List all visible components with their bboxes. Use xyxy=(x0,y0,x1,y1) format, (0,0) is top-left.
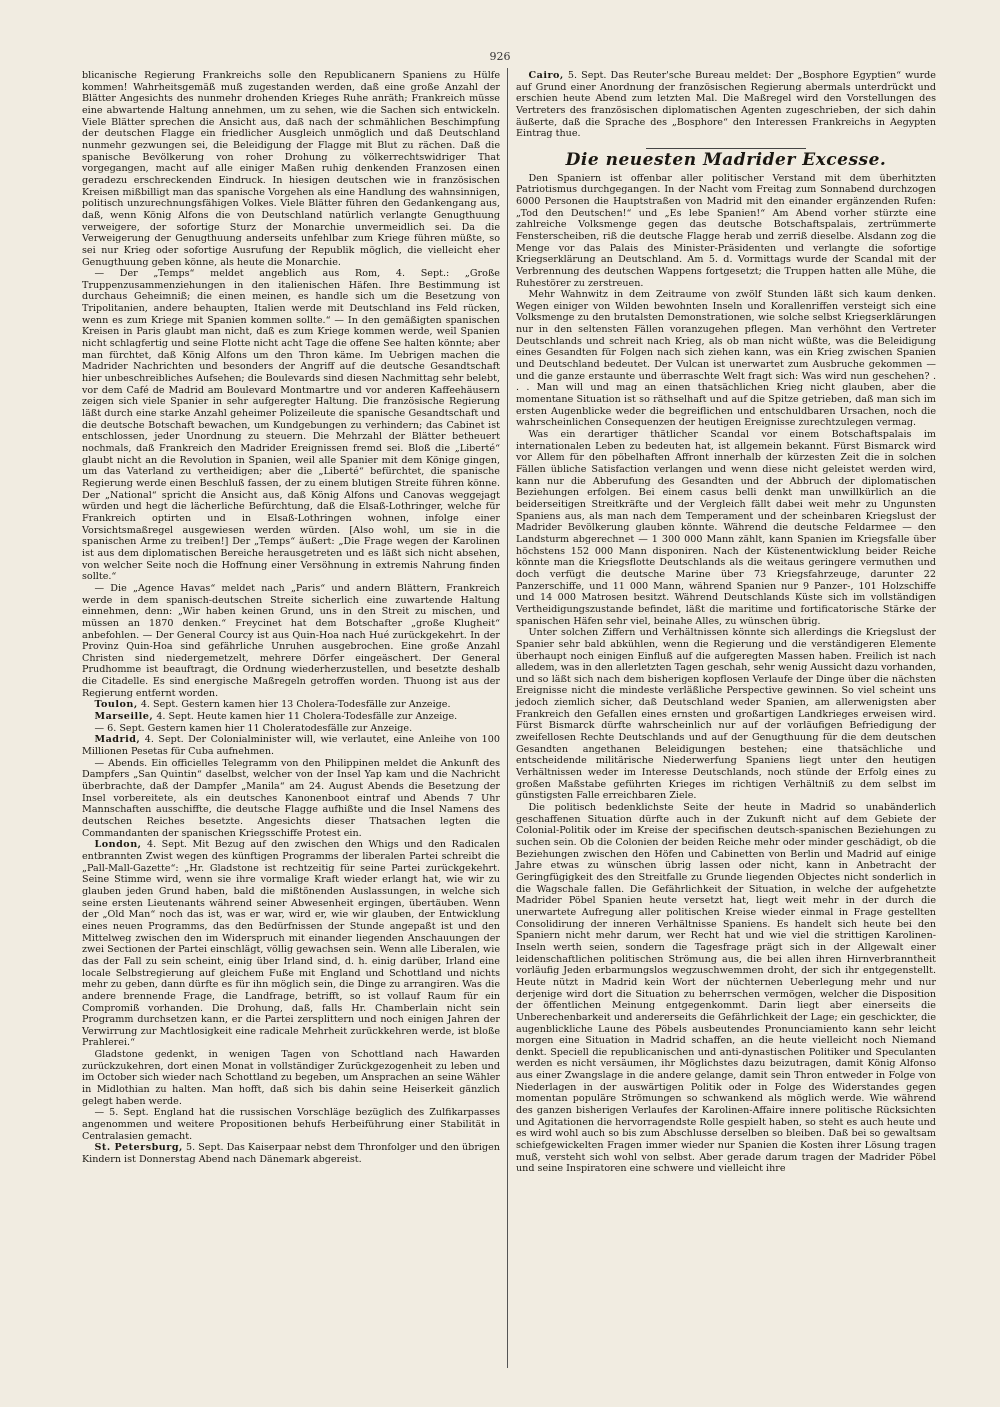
news-item xyxy=(82,1107,500,1142)
news-item xyxy=(82,734,500,757)
paragraph: Unter solchen Ziffern und Verhältnissen könnte sich allerdings die Kriegslust der Spanier sehr bald abkühlen, wenn die Regierung und die verständigeren Elemente überhaupt noch einigen Einfluß auf die aufgeregten Massen haben. Freilich ist nach alledem, was in den allerletzten Tagen geschah, sehr wenig Aussicht dazu vorhanden, und so läßt sich nach dem bisherigen kopflosen Verlaufe der Dinge über die nächsten Ereignisse nicht die mindeste verläßliche Perspective gewinnen. So viel scheint uns jedoch ziemlich sicher, daß Deutschland weder Spanien, am allerwenigsten aber Frankreich den Gefallen eines ernsten und großartigen Landkrieges erweisen wird. Fürst Bismarck dürfte wahrscheinlich nur auf der vorläufigen Befriedigung der zweifellosen Rechte Deutschlands und auf der Genugthuung für die dem deutschen Gesandten angethanen Beleidigungen bestehen; eine thatsächliche und entscheidende militärische Niederwerfung Spaniens liegt unter den heutigen Verhältnissen weder im Interesse Deutschlands, noch stünde der Erfolg eines zu großen Maßstabe geführten Krieges im richtigen Verhältniß zu dem selbst im günstigsten Falle erreichbaren Ziele. xyxy=(516,627,936,802)
dateline: Cairo, xyxy=(528,70,564,81)
news-item xyxy=(82,699,500,711)
news-text: Gladstone gedenkt, in wenigen Tagen von Schottland nach Hawarden zurückzukehren, dort einen Monat in vollständiger Zurückgezogenheit zu leben und im October sich wieder nach Schottland zu begeben, um Ansprachen an seine Wähler in Midlothian zu halten. Man hofft, daß sich bis dahin seine Heiserkeit gänzlich gelegt haben werde. xyxy=(82,1049,500,1107)
news-item xyxy=(82,711,500,723)
dateline: Toulon, xyxy=(94,699,138,711)
paragraph: Die politisch bedenklichste Seite der heute in Madrid so unabänderlich geschaffenen Situation dürfte auch in der Zukunft nicht auf dem Gebiete der Colonial-Politik oder im Kreise der specifischen deutsch-spanischen Beziehungen zu suchen sein. Ob die Colonien der beiden Reiche mehr oder minder geschädigt, ob die Beziehungen zwischen den Höfen und Cabinetten von Berlin und Madrid auf einige Jahre etwas zu wünschen übrig lassen oder nicht, kann in Anbetracht der Geringfügigkeit des den Streitfalle zu Grunde liegenden Objectes nicht sonderlich in die Wagschale fallen. Die Gefährlichkeit der Situation, in welche der aufgehetzte Madrider Pöbel Spanien heute versetzt hat, liegt weit mehr in der durch die unerwartete Aufregung aller politischen Kreise wieder einmal in Frage gestellten Consolidirung der inneren Verhältnisse Spaniens. Es handelt sich heute bei den Spaniern nicht mehr darum, wer Recht hat und wie viel die strittigen Karolinen-Inseln werth seien, sondern die Tagesfrage prägt sich in der Allgewalt einer leidenschaftlichen politischen Strömung aus, die bei allen ihren Hirnverbranntheit vorläufig Jeden erbarmungslos wegzuschwemmen droht, der sich ihr entgegenstellt. Heute nützt in Madrid kein Wort der nüchternen Ueberlegung mehr und nur derjenige wird dort die Situation zu beherrschen vermögen, welcher die Disposition der öffentlichen Meinung entgegenkommt. Darin liegt aber einerseits die Unberechenbarkeit und andererseits die Gefährlichkeit der Lage; ein geschickter, die augenblickliche Laune des Pöbels ausbeutendes Pronunciamiento kann sehr leicht morgen eine Situation in Madrid schaffen, an die heute vielleicht noch Niemand denkt. Speciell die republicanischen und anti-dynastischen Politiker und Speculanten werden es nicht versäumen, ihr Möglichstes dazu beizutragen, damit König Alfonso aus einer Zwangslage in die andere gelange, damit sein Thron entweder in Folge von Niederlagen in der auswärtigen Politik oder in Folge des Widerstandes gegen momentan populäre Strömungen so schwankend als möglich werde. Wie während des ganzen bisherigen Verlaufes der Karolinen-Affaire innere politische Rücksichten und Agitationen die hervorragendste Rolle gespielt haben, so steht es auch heute und es wird wohl auch so bis zum Abschlusse derselben so bleiben. Daß bei so gewaltsam schiefgewickelten Fragen immer wieder nur Spanien die Kosten ihrer Lösung tragen muß, versteht sich wohl von selbst. Aber gerade darum tragen der Madrider Pöbel und seine Inspiratoren eine schwere und vielleicht ihre xyxy=(516,802,936,1175)
news-text: — Abends. Ein officielles Telegramm von den Philippinen meldet die Ankunft des Dampfers „San Quintin“ daselbst, welcher von der Insel Yap kam und die Nachricht überbrachte, daß der Dampfer „Manila“ am 24. August Abends die Besetzung der Insel vorbereitete, als ein deutsches Kanonenboot eintraf und Abends 7 Uhr Mannschaften ausschiffte, die deutsche Flagge aufhißte und die Insel Namens des deutschen Reiches besetzte. Angesichts dieser Thatsachen legten die Commandanten der spanischen Kriegsschiffe Protest ein. xyxy=(82,757,500,839)
column-right xyxy=(516,70,936,1175)
dateline: London, xyxy=(94,839,142,851)
paragraph: — Der „Temps“ meldet angeblich aus Rom, 4. Sept.: „Große Truppenzusammenziehungen in den italienischen Häfen. Ihre Bestimmung ist durchaus Geheimniß; die einen meinen, es handle sich um die Besetzung von Tripolitanien, andere behaupten, Italien werde mit Deutschland ins Feld rücken, wenn es zum Kriege mit Spanien kommen sollte.“ — In den gemäßigten spanischen Kreisen in Paris glaubt man nicht, daß es zum Kriege kommen werde, weil Spanien nicht schlagfertig und seine Flotte nicht acht Tage die offene See halten könnte; aber man fürchtet, daß König Alfons um den Thron käme. Im Uebrigen machen die Madrider Nachrichten und besonders der Angriff auf die deutsche Gesandtschaft hier unbeschreibliches Aufsehen; die Boulevards sind diesen Nachmittag sehr belebt, vor dem Café de Madrid am Boulevard Montmartre und vor anderen Kaffeehäusern zeigen sich viele Spanier in sehr aufgeregter Haltung. Die französische Regierung läßt durch eine starke Anzahl geheimer Polizeileute die spanische Gesandtschaft und die deutsche Botschaft bewachen, um Kundgebungen zu verhindern; das Cabinet ist entschlossen, jeder Unordnung zu steuern. Die Mehrzahl der Blätter betheuert nochmals, daß Frankreich den Madrider Ereignissen fremd sei. Bloß die „Liberté“ glaubt nicht an die Revolution in Spanien, weil alle Spanier mit dem Könige gingen, um das Vaterland zu vertheidigen; aber die „Liberté“ befürchtet, die spanische Regierung werde einen Beschluß fassen, der zu einem blutigen Streite führen könne. Der „National“ spricht die Ansicht aus, daß König Alfons und Canovas weggejagt würden und hegt die lächerliche Befürchtung, daß die Elsaß-Lothringer, welche für Frankreich optirten und in Elsaß-Lothringen wohnen, infolge einer Vorsichtsmaßregel ausgewiesen werden würden. [Also wohl, um sie in die spanischen Arme zu treiben!] Der „Temps“ äußert: „Die Frage wegen der Karolinen ist aus dem diplomatischen Bereiche herausgetreten und es läßt sich nicht absehen, von welcher Seite noch die Hoffnung einer Versöhnung in extremis Nahrung finden sollte.“ xyxy=(82,268,500,583)
news-text: 4. Sept. Mit Bezug auf den zwischen den Whigs und den Radicalen entbrannten Zwist wegen des künftigen Programms der liberalen Partei schreibt die „Pall-Mall-Gazette“: „Hr. Gladstone ist rechtzeitig für seine Partei zurückgekehrt. Seine Stimme wird, wenn sie ihre vormalige Kraft wieder erlangt hat, wie wir zu glauben jeden Grund haben, bald die mißtönenden Auslassungen, in welche sich seine ersten Lieutenants während seiner Abwesenheit ergingen, übertäuben. Wenn der „Old Man“ noch das ist, was er war, wird er, wie wir glauben, der Entwicklung eines neuen Programms, das den Bedürfnissen der Stunde angepaßt ist und den Mittelweg zwischen den im Widerspruch mit einander liegenden Anschauungen der zwei Sectionen der Partei einschlägt, völlig gewachsen sein. Wenn alle Liberalen, wie das der Fall zu sein scheint, einig über Irland sind, d. h. einig darüber, Irland eine locale Selbstregierung auf gleichem Fuße mit England und Schottland und nichts mehr zu geben, dann dürfte es für ihn möglich sein, die Dinge zu arrangiren. Was die andere brennende Frage, die Landfrage, betrifft, so ist vollauf Raum für ein Compromiß vorhanden. Die Drohung, daß, falls Hr. Chamberlain nicht sein Programm durchsetzen kann, er die Partei zersplittern und noch einigen Jahren der Verwirrung zur Machtlosigkeit eine radicale Mehrheit zurückkehren werde, ist bloße Prahlerei.“ xyxy=(82,839,501,1049)
paragraph: blicanische Regierung Frankreichs solle den Republicanern Spaniens zu Hülfe kommen! Wahrheitsgemäß muß zugestanden werden, daß eine große Anzahl der Blätter Angesichts des nunmehr drohenden Krieges Ruhe anräth; Frankreich müsse eine abwartende Haltung annehmen, um zu sehen, wie die Sachen sich entwickeln. Viele Blätter sprechen die Ansicht aus, daß nach der schmählichen Beschimpfung der deutschen Flagge ein friedlicher Ausgleich unmöglich und daß Deutschland nunmehr gezwungen sei, die Beleidigung der Flagge mit Blut zu rächen. Daß die spanische Bevölkerung von roher Drohung zu völkerrechtswidriger That vorgegangen, macht auf alle einiger Maßen ruhig denkenden Franzosen einen geradezu erschreckenden Eindruck. In hiesigen deutschen wie in französischen Kreisen mißbilligt man das spanische Vorgehen als eine Handlung des wahnsinnigen, politisch unzurechnungsfähigen Volkes. Viele Blätter führen den Gedankengang aus, daß, wenn König Alfons die von Deutschland natürlich verlangte Genugthuung verweigere, der sofortige Sturz der Monarchie unvermeidlich sei. Da die Verweigerung der Genugthuung anderseits unfehlbar zum Kriege führen müßte, so sei nur Krieg oder sofortige Ausrufung der Republik möglich, die vielleicht eher Genugthuung geben könne, als heute die Monarchie. xyxy=(82,70,500,268)
news-text: — 6. Sept. Gestern kamen hier 11 Choleratodesfälle zur Anzeige. xyxy=(94,722,413,734)
article-title: Die neuesten Madrider Excesse. xyxy=(565,149,887,170)
dateline: Madrid, xyxy=(94,734,141,746)
dateline: Marseille, xyxy=(94,711,154,723)
news-item xyxy=(82,758,500,840)
separator-rule xyxy=(646,148,806,149)
news-text: 4. Sept. Der Colonialminister will, wie verlautet, eine Anleihe von 100 Millionen Pesetas für Cuba aufnehmen. xyxy=(82,734,500,758)
paragraph: Den Spaniern ist offenbar aller politischer Verstand mit dem überhitzten Patriotismus durchgegangen. In der Nacht vom Freitag zum Sonnabend durchzogen 6000 Personen die Hauptstraßen von Madrid mit den einander ergänzenden Rufen: „Tod den Deutschen!“ und „Es lebe Spanien!“ Am Abend vorher stürzte eine zahlreiche Volksmenge gegen das deutsche Botschaftspalais, zertrümmerte Fensterscheiben, riß die deutsche Flagge herab und zerriß dieselbe. Alsdann zog die Menge vor das Palais des Minister-Präsidenten und verlangte die sofortige Kriegserklärung an Deutschland. Am 5. d. Vormittags wurde der Scandal mit der Verbrennung des deutschen Wappens fortgesetzt; die Truppen hatten alle Mühe, die Ruhestörer zu zerstreuen. xyxy=(516,172,936,289)
news-text: — 5. Sept. England hat die russischen Vorschläge bezüglich des Zulfikarpasses angenommen und weitere Propositionen behufs Herbeiführung einer Stabilität in Centralasien gemacht. xyxy=(82,1107,500,1142)
news-item xyxy=(82,723,500,735)
news-item xyxy=(82,1142,500,1165)
paragraph: Was ein derartiger thätlicher Scandal vor einem Botschaftspalais im internationalen Leben zu bedeuten hat, ist allgemein bekannt. Fürst Bismarck wird vor Allem für den pöbelhaften Affront innerhalb der kürzesten Zeit die in solchen Fällen übliche Satisfaction verlangen und wenn diese nicht geleistet werden wird, kann nur die Abberufung des Gesandten und der Abbruch der diplomatischen Beziehungen erfolgen. Bei einem casus belli denkt man unwillkürlich an die beiderseitigen Streitkräfte und der Vergleich fällt dabei weit mehr zu Ungunsten Spaniens aus, als man nach dem Temperament und der scheinbaren Kriegslust der Madrider Bevölkerung glauben könnte. Während die deutsche Feldarmee — den Landsturm abgerechnet — 1 300 000 Mann zählt, kann Spanien im Kriegsfalle über höchstens 152 000 Mann disponiren. Nach der Küstenentwicklung beider Reiche könnte man die Kriegsflotte Deutschlands als die weitaus geringere vermuthen und doch verfügt die deutsche Marine über 73 Kriegsfahrzeuge, darunter 22 Panzerschiffe, und 11 000 Mann, während Spanien nur 9 Panzer-, 101 Holzschiffe und 14 000 Matrosen besitzt. Während Deutschlands Küste sich im vollständigen Vertheidigungszustande befindet, läßt die maritime und fortificatorische Stärke der spanischen Häfen sehr viel, beinahe Alles, zu wünschen übrig. xyxy=(516,429,936,627)
news-text: 4. Sept. Heute kamen hier 11 Cholera-Todesfälle zur Anzeige. xyxy=(156,711,458,723)
news-text: 4. Sept. Gestern kamen hier 13 Cholera-Todesfälle zur Anzeige. xyxy=(140,699,451,711)
dateline: St. Petersburg, xyxy=(94,1142,183,1154)
news-item xyxy=(516,70,936,140)
news-item xyxy=(82,1049,500,1107)
paragraph: Mehr Wahnwitz in dem Zeitraume von zwölf Stunden läßt sich kaum denken. Wegen einiger von Wilden bewohnten Inseln und Korallenriffen versteigt sich eine Volksmenge zu den brutalsten Demonstrationen, wie solche selbst Kriegserklärungen nur in den seltensten Fällen voranzugehen pflegen. Man verhöhnt den Vertreter Deutschlands und schreit nach Krieg, als ob man nicht wüßte, was die Beleidigung eines Gesandten für Folgen nach sich ziehen kann, was ein Krieg zwischen Spanien und Deutschland bedeutet. Der Vulcan ist unerwartet zum Ausbruche gekommen — und die ganze erstaunte und überraschte Welt fragt sich: Was wird nun geschehen? . . . Man will und mag an einen thatsächlichen Krieg nicht glauben, aber die momentane Situation ist so räthselhaft und auf die Spitze getrieben, daß man sich im ersten Augenblicke weder die begreiflichen und entschuldbaren Ursachen, noch die wahrscheinlichen Consequenzen der heutigen Ereignisse zurechtzulegen vermag. xyxy=(516,289,936,429)
paragraph: — Die „Agence Havas“ meldet nach „Paris“ und andern Blättern, Frankreich werde in dem spanisch-deutschen Streite sicherlich eine zuwartende Haltung einnehmen, denn: „Wir haben keinen Grund, uns in den Streit zu mischen, und müssen an 1870 denken.“ Freycinet hat dem Botschafter „große Klugheit“ anbefohlen. — Der General Courcy ist aus Quin-Hoa nach Hué zurückgekehrt. In der Provinz Quin-Hoa sind gefährliche Unruhen ausgebrochen. Eine große Anzahl Christen sind niedergemetzelt, mehrere Dörfer eingeäschert. Der General Prudhomme ist beauftragt, die Ordnung wiederherzustellen, und besetzte deshalb die Citadelle. Es sind energische Maßregeln getroffen worden. Thuong ist aus der Regierung entfernt worden. xyxy=(82,582,500,699)
column-divider xyxy=(507,68,508,1368)
news-text: 5. Sept. Das Kaiserpaar nebst dem Thronfolger und den übrigen Kindern ist Donnerstag Abend nach Dänemark abgereist. xyxy=(82,1142,500,1166)
column-left xyxy=(82,70,500,1166)
news-item xyxy=(82,839,500,1049)
news-text: 5. Sept. Das Reuter'sche Bureau meldet: Der „Bosphore Egyptien“ wurde auf Grund einer Anordnung der französischen Regierung abermals unterdrückt und erschien heute Abend zum letzten Mal. Die Maßregel wird den Vorstellungen des Vertreters des französischen diplomatischen Agenten zugeschrieben, der sich dahin äußerte, daß die Sprache des „Bosphore“ den Interessen Frankreichs in Aegypten Eintrag thue. xyxy=(516,70,936,140)
page-number: 926 xyxy=(489,50,511,63)
